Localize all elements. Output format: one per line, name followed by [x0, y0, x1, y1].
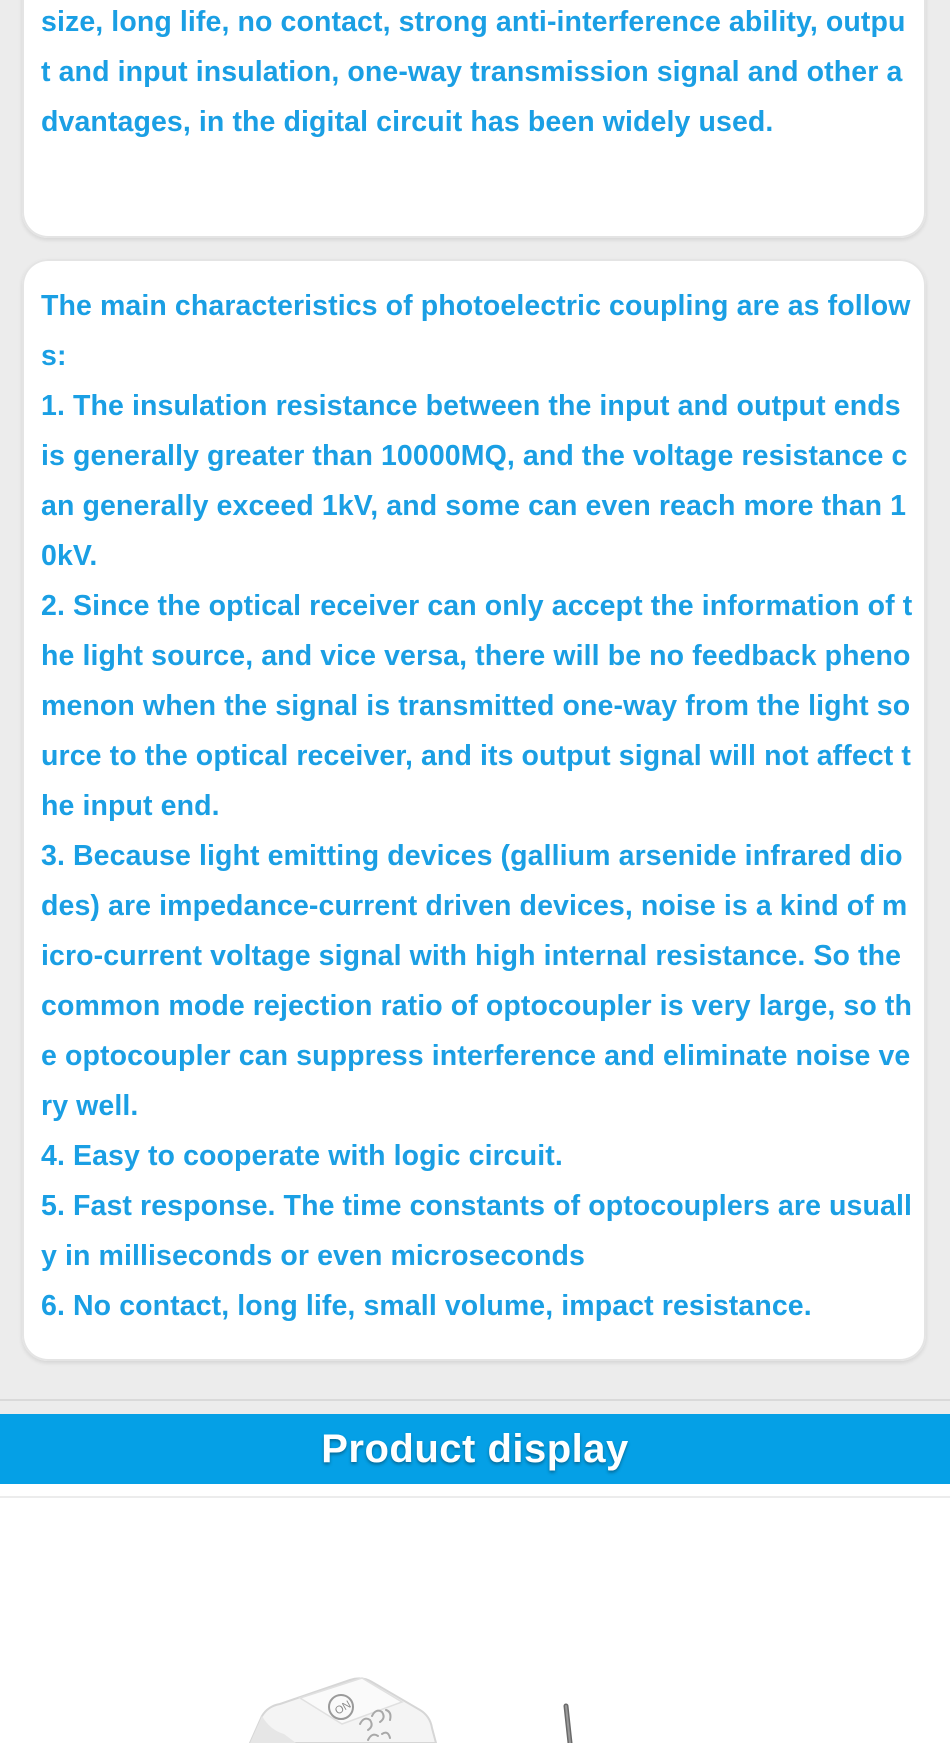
description-paragraph: size, long life, no contact, strong anti-interference ability, output and input insulation, one-way transmission signal and other advantages, in the digital circuit has been widely used.: [41, 6, 906, 138]
description-card-top: [22, 0, 926, 238]
characteristic-item-6: 6. No contact, long life, small volume, impact resistance.: [41, 1290, 812, 1322]
characteristics-card: [22, 259, 926, 1361]
product-display-header: [0, 1414, 950, 1484]
characteristic-item-4: 4. Easy to cooperate with logic circuit.: [41, 1140, 563, 1172]
svg-text:ON: ON: [332, 1698, 354, 1718]
chip-body: [250, 1678, 436, 1743]
section-title: Product display: [321, 1426, 629, 1471]
characteristics-intro: The main characteristics of photoelectric coupling are as follows:: [41, 290, 911, 372]
optocoupler-chip-photo: [0, 1484, 950, 1743]
characteristic-item-1: 1. The insulation resistance between the input and output ends is generally greater than 10000MQ, and the voltage resistance can generally exceed 1kV, and some can even reach more than 10kV.: [41, 390, 908, 572]
description-text: [41, 0, 914, 147]
characteristic-item-3: 3. Because light emitting devices (gallium arsenide infrared diodes) are impedance-current driven devices, noise is a kind of micro-current voltage signal with high internal resistance. So the common mode rejection ratio of optocoupler is very large, so the optocoupler can suppress interference and eliminate noise very well.: [41, 840, 912, 1122]
characteristic-item-5: 5. Fast response. The time constants of optocouplers are usually in milliseconds or even microseconds: [41, 1190, 912, 1272]
characteristic-item-2: 2. Since the optical receiver can only accept the information of the light source, and vice versa, there will be no feedback phenomenon when the signal is transmitted one-way from the light source to the optical receiver, and its output signal will not affect the input end.: [41, 590, 913, 822]
section-divider: [0, 1399, 950, 1401]
characteristics-text: [41, 281, 914, 1331]
